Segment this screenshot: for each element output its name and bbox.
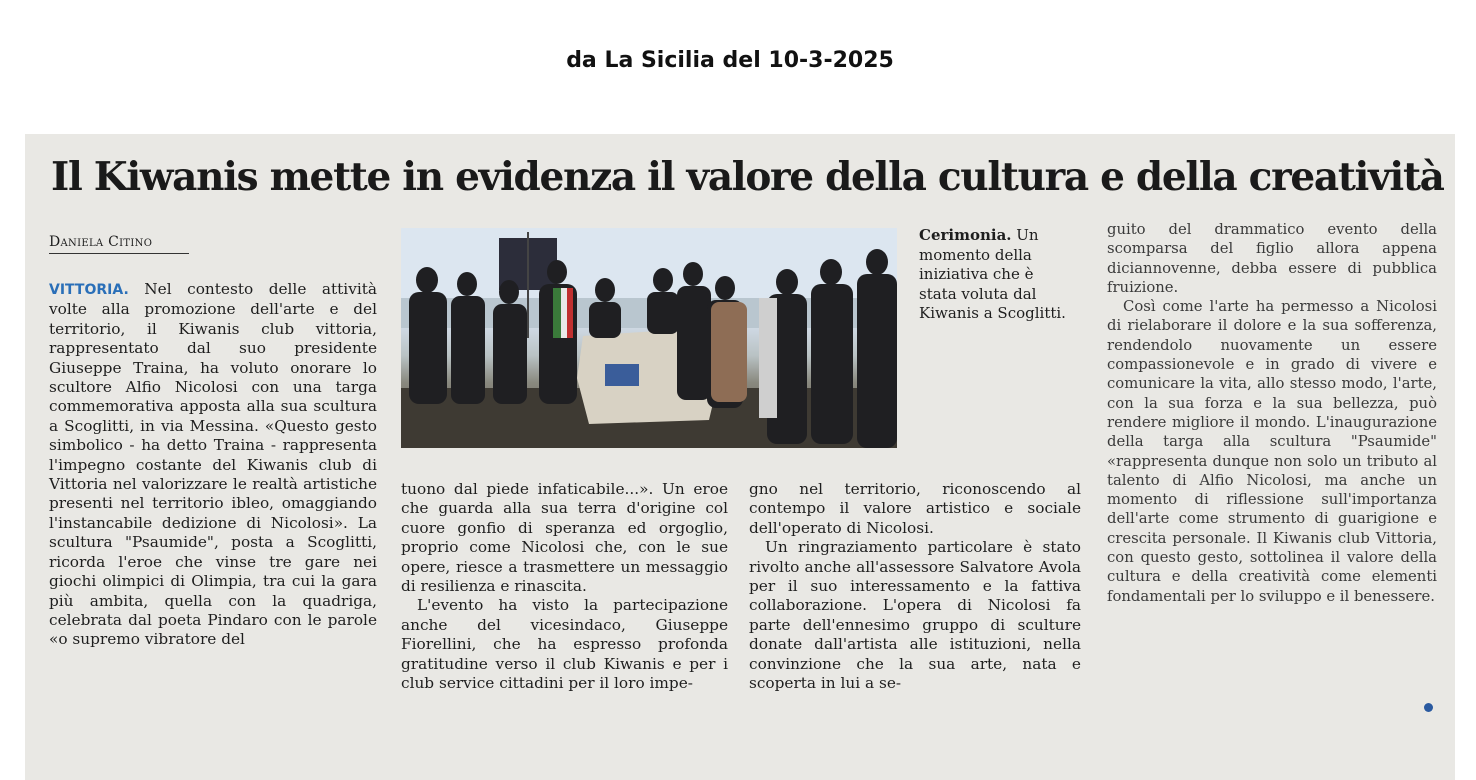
clipping-edge-line (55, 134, 205, 138)
column-1-text: Nel contesto delle attività volte alla promozione dell'arte e del territorio, il Kiwanis club vittoria, rappresentato dal suo presidente Giuseppe Traina, ha voluto onorare lo scultore Alfio Nicolosi con una targa commemorativa apposta alla sua scultura a Scoglitti, in via Messina. «Questo gesto simbolico - ha detto Traina - rappresenta l'impegno costante del Kiwanis club di Vittoria nel valorizzare le realtà artistiche presenti nel territorio ibleo, omaggiando l'instancabile dedizione di Nicolosi». La scultura "Psaumide", posta a Scoglitti, ricorda l'eroe che vinse tre gare nei giochi olimpici di Olimpia, tra cui la gara più ambita, quella con la quadriga, celebrata dal poeta Pindaro con le parole «o supremo vibratore del (49, 280, 377, 649)
column-2-paragraph-1: tuono dal piede infaticabile...». Un eroe che guarda alla sua terra d'origine col cuore gonfio di speranza ed orgoglio, proprio come Nicolosi che, con le sue opere, riesce a trasmettere un messaggio di resilienza e rinascita. (401, 480, 728, 596)
column-2-paragraph-2: L'evento ha visto la partecipazione anche del vicesindaco, Giuseppe Fiorellini, che ha espresso profonda gratitudine verso il club Kiwanis e per i club service cittadini per il loro impe- (401, 596, 728, 693)
ceremony-photo-illustration (401, 228, 897, 448)
article-byline: Daniela Citino (49, 234, 189, 254)
photo-caption-text: Un momento della iniziativa che è stata voluta dal Kiwanis a Scoglitti. (919, 226, 1066, 323)
article-column-1 (49, 280, 377, 650)
article-headline: Il Kiwanis mette in evidenza il valore della cultura e della creatività (51, 154, 1444, 200)
page-caption: da La Sicilia del 10-3-2025 (566, 48, 894, 73)
column-4-paragraph-2: Così come l'arte ha permesso a Nicolosi di rielaborare il dolore e la sua sofferenza, rendendolo nuovamente un essere compassionevole e in grado di vivere e comunicare la vita, allo stesso modo, l'arte, con la sua forza e la sua bellezza, può rendere migliore il mondo. L'inaugurazione della targa alla scultura "Psaumide" «rappresenta dunque non solo un tributo al talento di Alfio Nicolosi, ma anche un momento di riflessione sull'importanza dell'arte come strumento di guarigione e crescita personale. Il Kiwanis club Vittoria, con questo gesto, sottolinea il valore della cultura e della creatività come elementi fondamentali per lo sviluppo e il benessere. (1107, 298, 1437, 605)
article-end-mark-icon (1424, 703, 1433, 712)
article-dateline: VITTORIA. (49, 282, 129, 298)
ceremony-photo (401, 228, 897, 448)
column-3-paragraph-1: gno nel territorio, riconoscendo al contempo il valore artistico e sociale dell'operato di Nicolosi. (749, 480, 1081, 537)
newspaper-clipping (25, 134, 1455, 780)
photo-caption-title: Cerimonia. (919, 226, 1012, 244)
article-column-4 (1107, 220, 1437, 606)
photo-caption (919, 226, 1067, 324)
column-3-paragraph-2: Un ringraziamento particolare è stato rivolto anche all'assessore Salvatore Avola per il suo interessamento e la fattiva collaborazione. L'opera di Nicolosi fa parte dell'ennesimo gruppo di sculture donate dall'artista alle istituzioni, nella convinzione che la sua arte, nata e scoperta in lui a se- (749, 538, 1081, 693)
article-column-2 (401, 480, 728, 693)
article-column-3 (749, 480, 1081, 693)
column-4-paragraph-1: guito del drammatico evento della scomparsa del figlio allora appena diciannovenne, debba essere di pubblica fruizione. (1107, 221, 1437, 296)
